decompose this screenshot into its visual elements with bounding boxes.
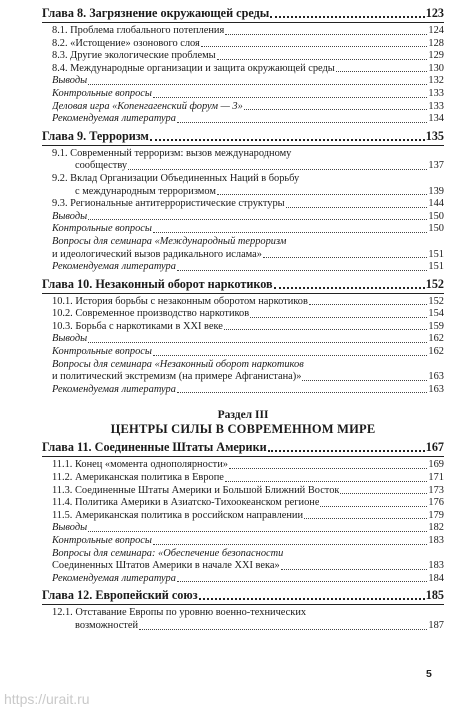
chapter-9-heading[interactable] (42, 129, 444, 144)
section-number: Раздел III (217, 409, 269, 422)
toc-item[interactable]: 10.2. Современное производство наркотиков 154 (52, 308, 444, 320)
watermark-url: https://urait.ru (4, 691, 90, 707)
toc-item[interactable]: 9.2. Вклад Организации Объединенных Наций в борьбу с международным терроризмом 139 (52, 172, 444, 197)
toc-item[interactable]: 12.1. Отставание Европы по уровню военно-технических возможностей 187 (52, 607, 444, 631)
toc-item[interactable]: 10.3. Борьба с наркотиками в XXI веке 159 (52, 320, 444, 332)
toc-item[interactable]: 8.4. Международные организации и защита окружающей среды 130 (52, 62, 444, 74)
toc-item[interactable]: 11.2. Американская политика в Европе 171 (52, 472, 444, 484)
chapter-page: 185 (425, 588, 444, 603)
chapter-page: 135 (425, 128, 444, 143)
divider (42, 293, 444, 294)
toc-item-seminar[interactable]: Вопросы для семинара: «Обеспечение безопасности Соединенных Штатов Америки в начале XXI века» 183 (52, 547, 444, 572)
chapter-10-heading[interactable] (42, 277, 444, 292)
toc-item-literature[interactable]: Рекомендуемая литература 134 (52, 113, 444, 125)
toc-item-conclusions[interactable]: Выводы 150 (52, 210, 444, 222)
toc-item-seminar[interactable]: Вопросы для семинара «Незаконный оборот наркотиков и политический экстремизм (на примере Афганистана)» 163 (52, 358, 444, 383)
toc-item-literature[interactable]: Рекомендуемая литература 151 (52, 261, 444, 273)
toc-item-literature[interactable]: Рекомендуемая литература 184 (52, 572, 444, 584)
table-of-contents (42, 6, 444, 633)
divider (42, 456, 444, 457)
chapter-title: Глава 12. Европейский союз (42, 588, 198, 603)
toc-item-literature[interactable]: Рекомендуемая литература 163 (52, 383, 444, 395)
toc-item[interactable]: 9.3. Региональные антитеррористические структуры 144 (52, 198, 444, 210)
page-number: 5 (426, 668, 432, 680)
toc-item-conclusions[interactable]: Выводы 132 (52, 75, 444, 87)
divider (42, 22, 444, 23)
toc-item[interactable]: 8.1. Проблема глобального потепления 124 (52, 25, 444, 36)
section-title: ЦЕНТРЫ СИЛЫ В СОВРЕМЕННОМ МИРЕ (110, 422, 376, 437)
toc-item[interactable]: 11.1. Конец «момента однополярности» 169 (52, 459, 444, 471)
chapter-page: 167 (425, 440, 444, 455)
section-heading (42, 408, 444, 437)
chapter-page: 152 (425, 276, 444, 291)
toc-item-review-questions[interactable]: Контрольные вопросы 162 (52, 346, 444, 358)
toc-item[interactable]: 8.2. «Истощение» озонового слоя 128 (52, 37, 444, 49)
toc-item-conclusions[interactable]: Выводы 182 (52, 522, 444, 534)
toc-item[interactable]: 11.5. Американская политика в российском направлении 179 (52, 509, 444, 521)
toc-item-review-questions[interactable]: Контрольные вопросы 150 (52, 223, 444, 235)
toc-item-conclusions[interactable]: Выводы 162 (52, 333, 444, 345)
toc-item-business-game[interactable]: Деловая игра «Копенгагенский форум — 3» 133 (52, 100, 444, 112)
toc-item-seminar[interactable]: Вопросы для семинара «Международный терроризм и идеологический вызов радикального ислама» 151 (52, 235, 444, 260)
chapter-title: Глава 9. Терроризм (42, 128, 149, 143)
toc-item[interactable]: 8.3. Другие экологические проблемы 129 (52, 50, 444, 62)
chapter-page: 123 (425, 6, 444, 20)
chapter-12-heading[interactable] (42, 588, 444, 603)
chapter-title: Глава 11. Соединенные Штаты Америки (42, 440, 267, 455)
divider (42, 145, 444, 146)
toc-item[interactable]: 11.3. Соединенные Штаты Америки и Большой Ближний Восток 173 (52, 484, 444, 496)
toc-item[interactable]: 9.1. Современный терроризм: вызов международному сообществу 137 (52, 147, 444, 172)
toc-item[interactable]: 11.4. Политика Америки в Азиатско-Тихоокеанском регионе 176 (52, 497, 444, 509)
chapter-title: Глава 10. Незаконный оборот наркотиков (42, 276, 273, 291)
toc-item[interactable]: 10.1. История борьбы с незаконным оборотом наркотиков 152 (52, 295, 444, 307)
chapter-11-heading[interactable] (42, 440, 444, 455)
divider (42, 604, 444, 605)
toc-item-review-questions[interactable]: Контрольные вопросы 133 (52, 87, 444, 99)
chapter-8-heading[interactable] (42, 6, 444, 21)
toc-item-review-questions[interactable]: Контрольные вопросы 183 (52, 535, 444, 546)
chapter-title: Глава 8. Загрязнение окружающей среды (42, 6, 270, 20)
